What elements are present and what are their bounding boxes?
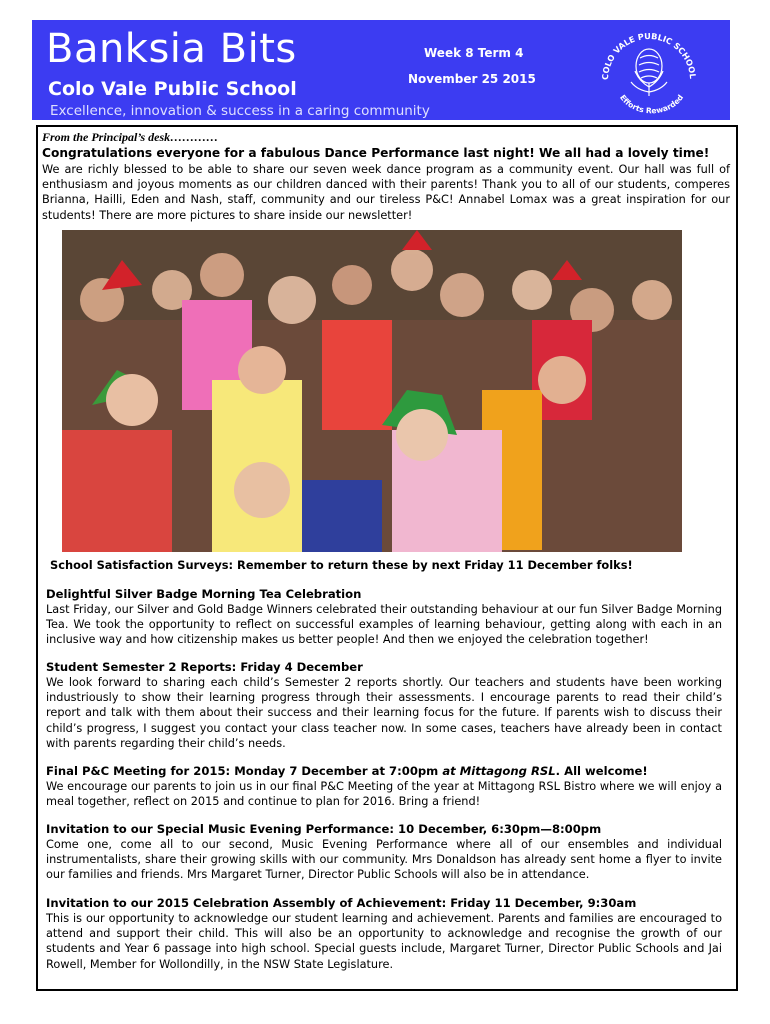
issue-week: Week 8 Term 4	[424, 46, 524, 60]
dance-photo-icon	[62, 230, 682, 552]
pc-meeting-heading-main: Final P&C Meeting for 2015: Monday 7 December at 7:00pm	[46, 764, 439, 778]
pc-meeting-heading-venue: at Mittagong RSL	[442, 764, 556, 778]
pc-meeting-heading-end: . All welcome!	[555, 764, 648, 778]
section-body-silver-badge: Last Friday, our Silver and Gold Badge Winners celebrated their outstanding behaviour at our fun Silver Badge Morning Tea. We took the opportunity to reflect on successful examples of learning behaviour, getting along with each in an inclusive way and how citizenship makes us better people! And then we enjoyed the celebration together!	[46, 603, 722, 647]
principal-body: We are richly blessed to be able to share our seven week dance program as a community event. Our hall was full of enthusiasm and joyous moments as our children danced with their parents! Thank you to all of our students, comperes Brianna, Hailli, Eden and Nash, staff, community and our tireless P&C! Annabel Lomax was a great inspiration for our students! There are more pictures to share inside our newsletter!	[42, 163, 730, 222]
section-body-celebration-assembly: This is our opportunity to acknowledge our student learning and achievement. Parents and families are encouraged to attend and support their child. This will also be an opportunity to acknowledge and recognise the growth of our students and Year 6 passage into high school. Special guests include, Margaret Turner, Director Public Schools and Jai Rowell, Member for Wollondilly, in the NSW State Legislature.	[46, 912, 722, 971]
section-heading-reports: Student Semester 2 Reports: Friday 4 December	[46, 660, 363, 674]
school-motto: Excellence, innovation & success in a caring community	[50, 103, 430, 119]
banksia-crest-icon	[594, 22, 704, 118]
masthead-banner	[32, 20, 730, 120]
section-heading-silver-badge: Delightful Silver Badge Morning Tea Celebration	[46, 587, 362, 601]
section-heading-celebration-assembly: Invitation to our 2015 Celebration Assembly of Achievement: Friday 11 December, 9:30am	[46, 896, 637, 910]
crest-ring-bottom: Efforts Rewarded	[617, 92, 686, 116]
section-body-music-evening: Come one, come all to our second, Music Evening Performance where all of our ensembles and individual instrumentalists, share their growing skills with our community. Mrs Donaldson has already sent home a flyer to invite our families and friends. Mrs Margaret Turner, Director Public Schools will also be in attendance.	[46, 838, 722, 882]
section-body-pc-meeting: We encourage our parents to join us in our final P&C Meeting of the year at Mittagong RSL Bistro where we will enjoy a meal together, reflect on 2015 and continue to plan for 2016. Bring a friend!	[46, 780, 722, 809]
school-name: Colo Vale Public School	[48, 78, 297, 100]
principal-title: Congratulations everyone for a fabulous Dance Performance last night! We all had a lovely time!	[42, 146, 710, 160]
survey-reminder: School Satisfaction Surveys: Remember to return these by next Friday 11 December folks!	[50, 558, 633, 572]
section-heading-pc-meeting	[46, 764, 648, 778]
svg-text:Efforts Rewarded	[618, 93, 685, 115]
section-body-reports: We look forward to sharing each child’s Semester 2 reports shortly. Our teachers and students have been working industriously to show their learning progress through their assessments. I encourage parents to read their child’s report and talk with them about their success and their learning focus for the future. If parents wish to discuss their child’s progress, I suggest you contact your class teacher now. In some cases, teachers have already been in contact with parents regarding their child’s needs.	[46, 676, 722, 750]
newsletter-title: Banksia Bits	[46, 26, 297, 72]
section-heading-music-evening: Invitation to our Special Music Evening Performance: 10 December, 6:30pm—8:00pm	[46, 822, 602, 836]
issue-date: November 25 2015	[408, 72, 536, 86]
crest-ring-top: COLO VALE PUBLIC SCHOOL	[599, 30, 699, 81]
principal-heading: From the Principal’s desk…………	[42, 130, 219, 144]
